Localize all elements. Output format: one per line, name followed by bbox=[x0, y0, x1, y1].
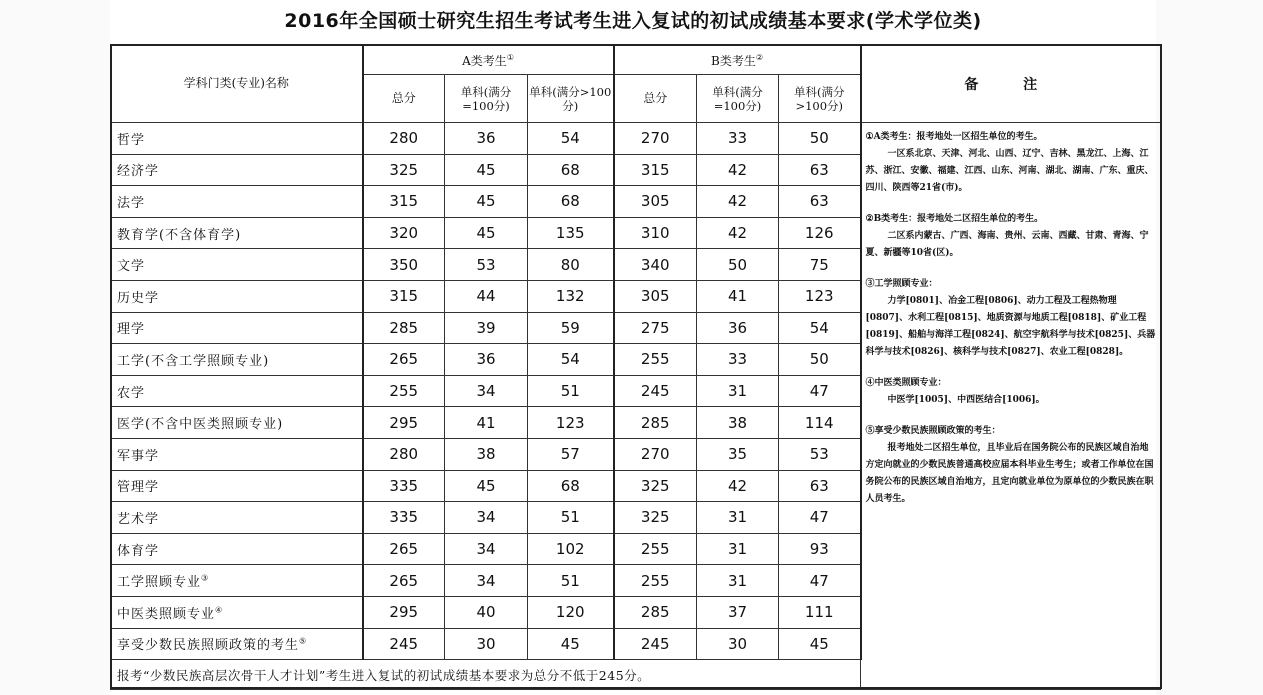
score-b-total: 245 bbox=[614, 375, 697, 407]
score-a-total: 295 bbox=[363, 596, 445, 628]
score-a-total: 335 bbox=[363, 502, 445, 534]
score-b-s1: 36 bbox=[697, 312, 779, 344]
score-b-s1: 33 bbox=[697, 344, 779, 376]
score-b-s1: 37 bbox=[697, 596, 779, 628]
score-b-s2: 45 bbox=[779, 628, 861, 660]
score-b-s2: 114 bbox=[779, 407, 861, 439]
score-b-total: 340 bbox=[614, 249, 697, 281]
score-a-total: 325 bbox=[363, 154, 445, 186]
score-b-s2: 50 bbox=[779, 344, 861, 376]
score-b-total: 315 bbox=[614, 154, 697, 186]
score-b-s2: 50 bbox=[779, 123, 861, 155]
a-total-header: 总分 bbox=[363, 75, 445, 123]
table-frame bbox=[110, 44, 1162, 689]
score-b-s1: 31 bbox=[697, 565, 779, 597]
score-b-s2: 63 bbox=[779, 470, 861, 502]
discipline-name: 经济学 bbox=[111, 154, 363, 186]
discipline-name: 中医类照顾专业④ bbox=[111, 596, 363, 628]
score-a-s1: 41 bbox=[445, 407, 528, 439]
group-a-header: A类考生① bbox=[363, 45, 614, 75]
score-a-s1: 34 bbox=[445, 375, 528, 407]
discipline-name: 管理学 bbox=[111, 470, 363, 502]
score-b-s2: 47 bbox=[779, 375, 861, 407]
score-b-total: 325 bbox=[614, 470, 697, 502]
right-margin bbox=[1156, 0, 1263, 695]
page-title: 2016年全国硕士研究生招生考试考生进入复试的初试成绩基本要求(学术学位类) bbox=[284, 10, 982, 32]
score-b-s1: 35 bbox=[697, 438, 779, 470]
discipline-name: 艺术学 bbox=[111, 502, 363, 534]
a-single-gt100-header: 单科(满分>100分) bbox=[528, 75, 614, 123]
score-b-total: 255 bbox=[614, 533, 697, 565]
score-a-s1: 34 bbox=[445, 565, 528, 597]
note-body: 力学[0801]、冶金工程[0806]、动力工程及工程热物理[0807]、水利工程[0815]、地质资源与地质工程[0818]、矿业工程[0819]、船舶与海洋工程[0824]、航空宇航科学与技术[0825]、兵器科学与技术[0826]、核科学与技术[0827]、农业工程[0828]。 bbox=[865, 296, 1156, 357]
score-b-s2: 111 bbox=[779, 596, 861, 628]
score-a-s1: 45 bbox=[445, 186, 528, 218]
score-b-s2: 93 bbox=[779, 533, 861, 565]
discipline-name: 工学(不含工学照顾专业) bbox=[111, 344, 363, 376]
discipline-name: 体育学 bbox=[111, 533, 363, 565]
discipline-name: 工学照顾专业③ bbox=[111, 565, 363, 597]
score-b-total: 285 bbox=[614, 407, 697, 439]
discipline-name: 历史学 bbox=[111, 280, 363, 312]
footer-note: 报考“少数民族高层次骨干人才计划”考生进入复试的初试成绩基本要求为总分不低于245分。 bbox=[111, 660, 861, 690]
score-b-s1: 31 bbox=[697, 375, 779, 407]
score-a-total: 255 bbox=[363, 375, 445, 407]
score-a-total: 320 bbox=[363, 217, 445, 249]
score-a-total: 280 bbox=[363, 123, 445, 155]
score-a-s1: 53 bbox=[445, 249, 528, 281]
score-a-s1: 45 bbox=[445, 154, 528, 186]
score-b-s1: 42 bbox=[697, 186, 779, 218]
score-a-s2: 135 bbox=[528, 217, 614, 249]
score-a-s1: 36 bbox=[445, 123, 528, 155]
score-b-s1: 42 bbox=[697, 470, 779, 502]
score-b-s1: 42 bbox=[697, 217, 779, 249]
discipline-name: 医学(不含中医类照顾专业) bbox=[111, 407, 363, 439]
score-a-s1: 44 bbox=[445, 280, 528, 312]
discipline-name: 文学 bbox=[111, 249, 363, 281]
score-b-s1: 42 bbox=[697, 154, 779, 186]
discipline-name: 法学 bbox=[111, 186, 363, 218]
score-a-total: 265 bbox=[363, 565, 445, 597]
score-b-total: 305 bbox=[614, 186, 697, 218]
score-b-s1: 31 bbox=[697, 533, 779, 565]
score-b-s1: 31 bbox=[697, 502, 779, 534]
score-b-total: 270 bbox=[614, 438, 697, 470]
score-a-total: 280 bbox=[363, 438, 445, 470]
score-a-s2: 54 bbox=[528, 123, 614, 155]
score-a-s1: 34 bbox=[445, 502, 528, 534]
score-b-s1: 30 bbox=[697, 628, 779, 660]
discipline-header: 学科门类(专业)名称 bbox=[111, 45, 363, 123]
left-margin bbox=[0, 0, 110, 695]
score-a-s2: 51 bbox=[528, 565, 614, 597]
score-b-s2: 123 bbox=[779, 280, 861, 312]
score-b-s1: 50 bbox=[697, 249, 779, 281]
discipline-name: 教育学(不含体育学) bbox=[111, 217, 363, 249]
discipline-name: 军事学 bbox=[111, 438, 363, 470]
score-a-s2: 51 bbox=[528, 502, 614, 534]
score-b-total: 255 bbox=[614, 565, 697, 597]
score-a-total: 265 bbox=[363, 533, 445, 565]
discipline-name: 理学 bbox=[111, 312, 363, 344]
score-b-s2: 47 bbox=[779, 565, 861, 597]
score-a-total: 285 bbox=[363, 312, 445, 344]
score-b-total: 255 bbox=[614, 344, 697, 376]
discipline-name: 哲学 bbox=[111, 123, 363, 155]
score-a-s1: 45 bbox=[445, 217, 528, 249]
b-single-le100-header: 单科(满分=100分) bbox=[697, 75, 779, 123]
score-b-total: 305 bbox=[614, 280, 697, 312]
score-b-total: 245 bbox=[614, 628, 697, 660]
score-a-s1: 45 bbox=[445, 470, 528, 502]
score-a-s2: 68 bbox=[528, 186, 614, 218]
score-a-s2: 57 bbox=[528, 438, 614, 470]
score-a-s2: 51 bbox=[528, 375, 614, 407]
score-a-s2: 68 bbox=[528, 154, 614, 186]
score-b-total: 285 bbox=[614, 596, 697, 628]
score-b-s2: 54 bbox=[779, 312, 861, 344]
note-head: ③工学照顾专业： bbox=[865, 279, 938, 289]
score-a-s1: 39 bbox=[445, 312, 528, 344]
group-b-header: B类考生② bbox=[614, 45, 861, 75]
score-a-s2: 132 bbox=[528, 280, 614, 312]
score-b-s1: 38 bbox=[697, 407, 779, 439]
score-a-s2: 68 bbox=[528, 470, 614, 502]
score-b-s1: 33 bbox=[697, 123, 779, 155]
score-b-s2: 53 bbox=[779, 438, 861, 470]
b-single-gt100-header: 单科(满分>100分) bbox=[779, 75, 861, 123]
score-a-total: 335 bbox=[363, 470, 445, 502]
score-a-s2: 120 bbox=[528, 596, 614, 628]
a-single-le100-header: 单科(满分=100分) bbox=[445, 75, 528, 123]
notes-header: 备 注 bbox=[861, 45, 1161, 123]
score-b-total: 310 bbox=[614, 217, 697, 249]
note-body: 二区系内蒙古、广西、海南、贵州、云南、西藏、甘肃、青海、宁夏、新疆等10省(区)。 bbox=[865, 231, 1149, 258]
note-head: ①A类考生：报考地处一区招生单位的考生。 bbox=[865, 132, 1043, 142]
score-a-s1: 40 bbox=[445, 596, 528, 628]
score-b-total: 270 bbox=[614, 123, 697, 155]
score-a-s1: 36 bbox=[445, 344, 528, 376]
note-head: ④中医类照顾专业： bbox=[865, 378, 947, 388]
note-head: ②B类考生：报考地处二区招生单位的考生。 bbox=[865, 214, 1044, 224]
score-a-total: 350 bbox=[363, 249, 445, 281]
note-head: ⑤享受少数民族照顾政策的考生： bbox=[865, 426, 1001, 436]
note-body: 报考地处二区招生单位，且毕业后在国务院公布的民族区域自治地方定向就业的少数民族普通高校应届本科毕业生考生；或者工作单位在国务院公布的民族区域自治地方，且定向就业单位为原单位的少数民族在职人员考生。 bbox=[865, 443, 1154, 504]
score-b-s1: 41 bbox=[697, 280, 779, 312]
score-a-s1: 38 bbox=[445, 438, 528, 470]
score-a-s2: 123 bbox=[528, 407, 614, 439]
score-a-s2: 59 bbox=[528, 312, 614, 344]
score-a-s2: 102 bbox=[528, 533, 614, 565]
note-body: 一区系北京、天津、河北、山西、辽宁、吉林、黑龙江、上海、江苏、浙江、安徽、福建、江西、山东、河南、湖北、湖南、广东、重庆、四川、陕西等21省(市)。 bbox=[865, 149, 1154, 193]
note-body: 中医学[1005]、中西医结合[1006]。 bbox=[887, 395, 1045, 405]
score-b-total: 275 bbox=[614, 312, 697, 344]
score-a-s2: 54 bbox=[528, 344, 614, 376]
score-a-total: 265 bbox=[363, 344, 445, 376]
score-a-s2: 45 bbox=[528, 628, 614, 660]
score-b-s2: 63 bbox=[779, 186, 861, 218]
discipline-name: 农学 bbox=[111, 375, 363, 407]
score-a-s1: 34 bbox=[445, 533, 528, 565]
score-b-s2: 126 bbox=[779, 217, 861, 249]
discipline-name: 享受少数民族照顾政策的考生⑤ bbox=[111, 628, 363, 660]
score-a-total: 295 bbox=[363, 407, 445, 439]
score-b-s2: 47 bbox=[779, 502, 861, 534]
b-total-header: 总分 bbox=[614, 75, 697, 123]
score-b-s2: 75 bbox=[779, 249, 861, 281]
score-a-total: 315 bbox=[363, 186, 445, 218]
score-b-total: 325 bbox=[614, 502, 697, 534]
score-a-total: 245 bbox=[363, 628, 445, 660]
score-a-s2: 80 bbox=[528, 249, 614, 281]
score-a-s1: 30 bbox=[445, 628, 528, 660]
score-a-total: 315 bbox=[363, 280, 445, 312]
score-b-s2: 63 bbox=[779, 154, 861, 186]
